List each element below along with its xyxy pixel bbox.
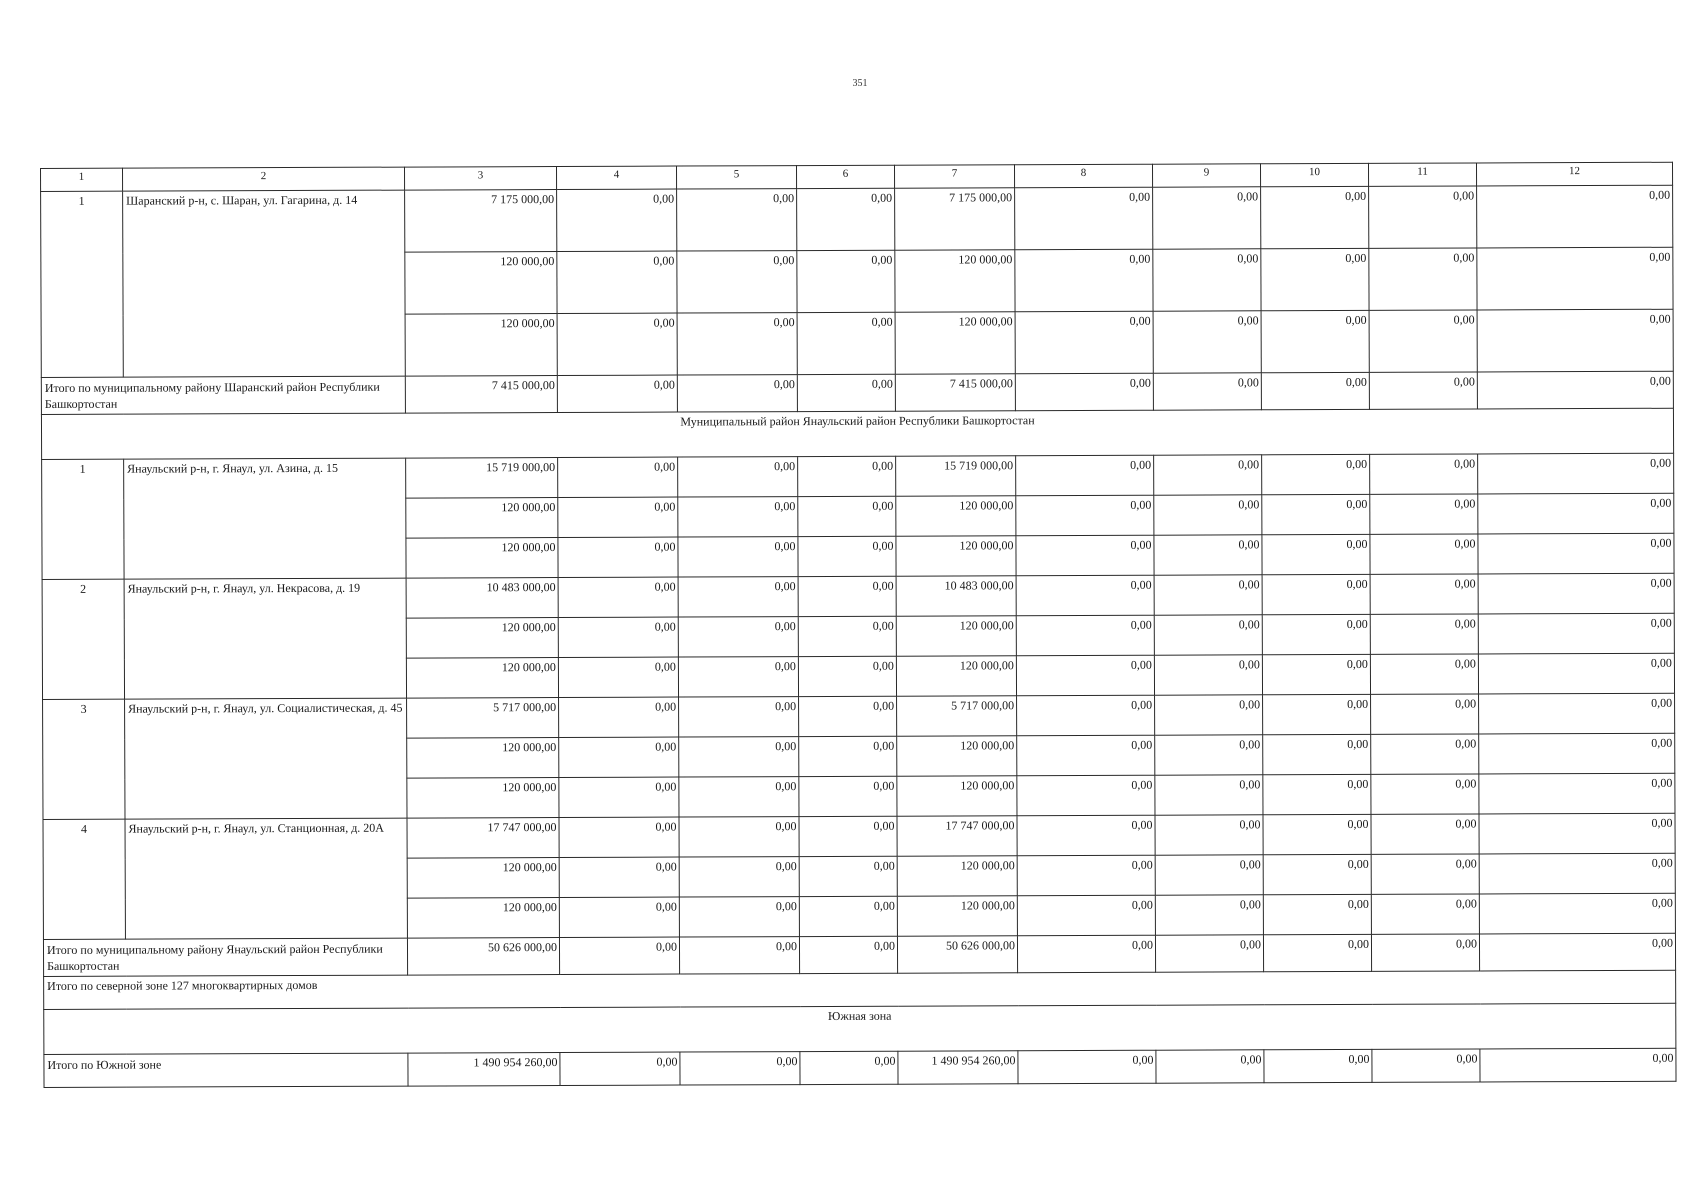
value-cell: 0,00 (1155, 815, 1263, 855)
value-cell: 0,00 (678, 657, 798, 697)
value-cell: 0,00 (1153, 249, 1261, 311)
value-cell: 120 000,00 (897, 856, 1017, 896)
value-cell: 0,00 (1477, 371, 1673, 409)
yanaul-section-heading (41, 408, 1673, 459)
value-cell: 0,00 (1370, 654, 1478, 694)
column-header-6: 6 (796, 165, 894, 188)
value-cell: 0,00 (1017, 935, 1155, 973)
value-cell: 0,00 (799, 736, 897, 776)
value-cell: 0,00 (1264, 1049, 1372, 1082)
value-cell: 120 000,00 (407, 778, 559, 819)
value-cell: 0,00 (559, 817, 679, 857)
item-number: 4 (43, 819, 125, 939)
value-cell: 0,00 (679, 737, 799, 777)
value-cell: 0,00 (798, 576, 896, 616)
value-cell: 0,00 (797, 312, 895, 374)
value-cell: 0,00 (1153, 373, 1261, 410)
value-cell: 0,00 (1263, 854, 1371, 894)
value-cell: 0,00 (1371, 814, 1479, 854)
value-cell: 120 000,00 (896, 616, 1016, 656)
value-cell: 0,00 (678, 577, 798, 617)
value-cell: 0,00 (1155, 935, 1263, 972)
value-cell: 0,00 (1016, 495, 1154, 536)
value-cell: 0,00 (1369, 372, 1477, 409)
value-cell: 1 490 954 260,00 (898, 1051, 1018, 1084)
value-cell: 0,00 (1370, 534, 1478, 574)
value-cell: 0,00 (1371, 774, 1479, 814)
value-cell: 0,00 (1154, 655, 1262, 695)
south-zone-heading-text: Южная зона (44, 1003, 1676, 1054)
budget-table (40, 162, 1677, 1088)
value-cell: 7 415 000,00 (895, 374, 1015, 411)
value-cell: 0,00 (677, 375, 797, 412)
value-cell: 10 483 000,00 (896, 576, 1016, 616)
value-cell: 0,00 (798, 616, 896, 656)
value-cell: 0,00 (1154, 575, 1262, 615)
value-cell: 0,00 (1015, 187, 1153, 250)
south-zone-total-row (44, 1048, 1676, 1087)
value-cell: 0,00 (1263, 934, 1371, 971)
value-cell: 0,00 (679, 857, 799, 897)
table-row (43, 813, 1675, 859)
value-cell: 0,00 (559, 937, 679, 974)
value-cell: 0,00 (798, 456, 896, 496)
value-cell: 0,00 (679, 897, 799, 937)
value-cell: 120 000,00 (406, 618, 558, 659)
value-cell: 0,00 (678, 537, 798, 577)
value-cell: 0,00 (1371, 734, 1479, 774)
value-cell: 50 626 000,00 (407, 938, 559, 976)
value-cell: 15 719 000,00 (406, 458, 558, 499)
value-cell: 0,00 (799, 816, 897, 856)
value-cell: 0,00 (799, 856, 897, 896)
column-header-8: 8 (1014, 164, 1152, 188)
value-cell: 0,00 (1262, 454, 1370, 494)
column-header-2: 2 (123, 167, 405, 191)
value-cell: 0,00 (558, 537, 678, 577)
value-cell: 0,00 (1262, 574, 1370, 614)
item-address: Шаранский р-н, с. Шаран, ул. Гагарина, д. 14 (123, 190, 406, 377)
value-cell: 0,00 (1154, 535, 1262, 575)
value-cell: 1 490 954 260,00 (408, 1053, 560, 1087)
value-cell: 0,00 (1478, 533, 1674, 574)
value-cell: 0,00 (1261, 310, 1369, 372)
value-cell: 0,00 (1154, 615, 1262, 655)
value-cell: 0,00 (800, 1051, 898, 1084)
value-cell: 0,00 (557, 375, 677, 412)
value-cell: 0,00 (1154, 455, 1262, 495)
column-header-9: 9 (1152, 164, 1260, 187)
item-address: Янаульский р-н, г. Янаул, ул. Социалистическая, д. 45 (125, 698, 407, 819)
value-cell: 0,00 (799, 936, 897, 973)
value-cell: 0,00 (1017, 775, 1155, 816)
value-cell: 17 747 000,00 (897, 816, 1017, 856)
value-cell: 0,00 (799, 776, 897, 816)
value-cell: 0,00 (677, 189, 797, 251)
value-cell: 0,00 (558, 497, 678, 537)
column-header-11: 11 (1368, 163, 1476, 186)
value-cell: 0,00 (1263, 894, 1371, 934)
value-cell: 0,00 (1480, 1048, 1676, 1082)
value-cell: 0,00 (559, 697, 679, 737)
value-cell: 120 000,00 (405, 252, 557, 315)
value-cell: 0,00 (1017, 855, 1155, 896)
value-cell: 0,00 (1263, 694, 1371, 734)
value-cell: 120 000,00 (407, 738, 559, 779)
value-cell: 7 175 000,00 (895, 188, 1015, 250)
value-cell: 0,00 (1370, 494, 1478, 534)
value-cell: 0,00 (1371, 694, 1479, 734)
item-address: Янаульский р-н, г. Янаул, ул. Азина, д. 15 (124, 458, 406, 579)
value-cell: 0,00 (559, 897, 679, 937)
value-cell: 0,00 (798, 496, 896, 536)
value-cell: 0,00 (1155, 695, 1263, 735)
value-cell: 0,00 (680, 1052, 800, 1085)
column-header-7: 7 (894, 165, 1014, 188)
value-cell: 0,00 (1477, 309, 1673, 372)
value-cell: 0,00 (1369, 186, 1477, 248)
value-cell: 0,00 (1479, 733, 1675, 774)
value-cell: 0,00 (1479, 813, 1675, 854)
value-cell: 0,00 (1016, 535, 1154, 576)
item-address: Янаульский р-н, г. Янаул, ул. Станционная, д. 20А (125, 818, 407, 939)
value-cell: 120 000,00 (406, 498, 558, 539)
table-row (42, 453, 1674, 499)
value-cell: 0,00 (1478, 613, 1674, 654)
value-cell: 7 415 000,00 (405, 376, 557, 414)
value-cell: 17 747 000,00 (407, 818, 559, 859)
value-cell: 7 175 000,00 (405, 190, 557, 253)
value-cell: 0,00 (797, 188, 895, 250)
value-cell: 0,00 (1370, 574, 1478, 614)
value-cell: 120 000,00 (406, 658, 558, 699)
value-cell: 0,00 (558, 457, 678, 497)
value-cell: 0,00 (557, 251, 677, 313)
value-cell: 0,00 (1018, 1050, 1156, 1084)
value-cell: 120 000,00 (407, 858, 559, 899)
value-cell: 0,00 (1015, 311, 1153, 374)
sharan-total-row-label: Итого по муниципальному району Шаранский район Республики Башкортостан (41, 376, 405, 414)
value-cell: 120 000,00 (897, 736, 1017, 776)
value-cell: 0,00 (1015, 373, 1153, 411)
value-cell: 0,00 (1479, 693, 1675, 734)
value-cell: 0,00 (560, 1052, 680, 1085)
value-cell: 0,00 (799, 896, 897, 936)
value-cell: 0,00 (677, 313, 797, 375)
value-cell: 0,00 (1371, 934, 1479, 971)
value-cell: 0,00 (679, 937, 799, 974)
value-cell: 0,00 (1370, 614, 1478, 654)
value-cell: 0,00 (1262, 654, 1370, 694)
value-cell: 0,00 (1016, 655, 1154, 696)
value-cell: 0,00 (1478, 573, 1674, 614)
value-cell: 0,00 (797, 374, 895, 411)
value-cell: 0,00 (1017, 815, 1155, 856)
value-cell: 0,00 (1153, 187, 1261, 249)
value-cell: 0,00 (679, 777, 799, 817)
value-cell: 0,00 (559, 857, 679, 897)
value-cell: 0,00 (559, 737, 679, 777)
value-cell: 0,00 (1261, 248, 1369, 310)
item-number: 1 (42, 459, 124, 579)
column-header-5: 5 (676, 166, 796, 189)
item-address: Янаульский р-н, г. Янаул, ул. Некрасова, д. 19 (124, 578, 406, 699)
value-cell: 120 000,00 (407, 898, 559, 939)
table-row (41, 185, 1673, 253)
column-header-1: 1 (41, 168, 123, 191)
value-cell: 0,00 (799, 696, 897, 736)
column-header-4: 4 (556, 166, 676, 189)
yanaul-section-heading-text: Муниципальный район Янаульский район Республики Башкортостан (41, 408, 1673, 459)
value-cell: 0,00 (1479, 893, 1675, 934)
value-cell: 0,00 (559, 777, 679, 817)
value-cell: 0,00 (1371, 894, 1479, 934)
value-cell: 0,00 (1015, 249, 1153, 312)
north-zone-total-label: Итого по северной зоне 127 многоквартирных домов (44, 970, 1676, 1009)
value-cell: 0,00 (1016, 575, 1154, 616)
value-cell: 0,00 (1156, 1050, 1264, 1083)
item-number: 1 (41, 191, 124, 377)
value-cell: 0,00 (1262, 534, 1370, 574)
value-cell: 0,00 (1155, 895, 1263, 935)
value-cell: 0,00 (1016, 615, 1154, 656)
value-cell: 0,00 (1262, 494, 1370, 534)
value-cell: 0,00 (1479, 933, 1675, 971)
column-header-10: 10 (1260, 163, 1368, 186)
value-cell: 0,00 (1261, 186, 1369, 248)
page-number: 351 (852, 78, 868, 89)
item-number: 2 (42, 579, 124, 699)
value-cell: 0,00 (1155, 735, 1263, 775)
value-cell: 120 000,00 (896, 496, 1016, 536)
value-cell: 0,00 (1477, 185, 1673, 248)
value-cell: 0,00 (1479, 853, 1675, 894)
value-cell: 0,00 (678, 457, 798, 497)
value-cell: 0,00 (797, 250, 895, 312)
value-cell: 50 626 000,00 (897, 936, 1017, 973)
value-cell: 0,00 (1017, 695, 1155, 736)
value-cell: 0,00 (1263, 734, 1371, 774)
column-header-3: 3 (404, 167, 556, 191)
yanaul-total-row (43, 933, 1675, 976)
value-cell: 10 483 000,00 (406, 578, 558, 619)
value-cell: 0,00 (1369, 248, 1477, 310)
south-zone-total-row-label: Итого по Южной зоне (44, 1053, 408, 1087)
value-cell: 5 717 000,00 (407, 698, 559, 739)
value-cell: 0,00 (1479, 773, 1675, 814)
value-cell: 0,00 (1263, 814, 1371, 854)
yanaul-total-row-label: Итого по муниципальному району Янаульский район Республики Башкортостан (43, 938, 407, 976)
value-cell: 0,00 (1370, 454, 1478, 494)
value-cell: 0,00 (1016, 455, 1154, 496)
value-cell: 0,00 (1478, 653, 1674, 694)
value-cell: 0,00 (1154, 495, 1262, 535)
value-cell: 0,00 (1017, 735, 1155, 776)
value-cell: 120 000,00 (897, 776, 1017, 816)
table-row (42, 573, 1674, 619)
value-cell: 0,00 (1371, 854, 1479, 894)
value-cell: 0,00 (1153, 311, 1261, 373)
south-zone-heading (44, 1003, 1676, 1054)
value-cell: 120 000,00 (895, 250, 1015, 312)
value-cell: 0,00 (1262, 614, 1370, 654)
value-cell: 15 719 000,00 (896, 456, 1016, 496)
value-cell: 0,00 (1478, 453, 1674, 494)
value-cell: 0,00 (558, 577, 678, 617)
value-cell: 0,00 (557, 189, 677, 251)
value-cell: 0,00 (1477, 247, 1673, 310)
value-cell: 0,00 (1017, 895, 1155, 936)
column-header-12: 12 (1476, 162, 1672, 186)
table-row (43, 693, 1675, 739)
value-cell: 120 000,00 (896, 656, 1016, 696)
value-cell: 5 717 000,00 (897, 696, 1017, 736)
value-cell: 120 000,00 (895, 312, 1015, 374)
value-cell: 120 000,00 (406, 538, 558, 579)
value-cell: 0,00 (798, 536, 896, 576)
value-cell: 0,00 (678, 497, 798, 537)
value-cell: 0,00 (557, 313, 677, 375)
value-cell: 0,00 (679, 817, 799, 857)
value-cell: 0,00 (1263, 774, 1371, 814)
value-cell: 120 000,00 (897, 896, 1017, 936)
value-cell: 0,00 (1478, 493, 1674, 534)
value-cell: 120 000,00 (405, 314, 557, 377)
value-cell: 0,00 (558, 657, 678, 697)
value-cell: 0,00 (798, 656, 896, 696)
value-cell: 0,00 (679, 697, 799, 737)
value-cell: 0,00 (1155, 775, 1263, 815)
value-cell: 0,00 (677, 251, 797, 313)
value-cell: 0,00 (1369, 310, 1477, 372)
item-number: 3 (43, 699, 125, 819)
value-cell: 0,00 (1372, 1049, 1480, 1082)
value-cell: 0,00 (1155, 855, 1263, 895)
sharan-total-row (41, 371, 1673, 414)
value-cell: 0,00 (558, 617, 678, 657)
value-cell: 120 000,00 (896, 536, 1016, 576)
value-cell: 0,00 (678, 617, 798, 657)
value-cell: 0,00 (1261, 372, 1369, 409)
